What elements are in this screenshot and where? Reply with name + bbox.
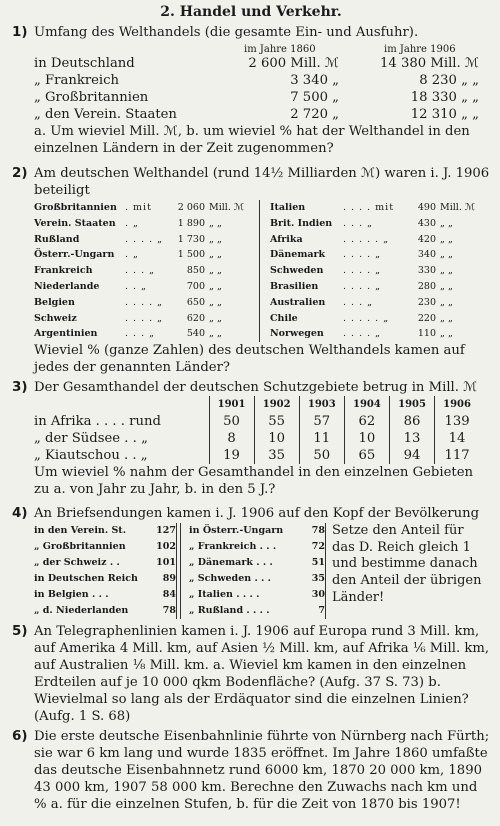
table-row bbox=[34, 311, 249, 327]
table-row bbox=[189, 539, 325, 555]
table-row bbox=[34, 200, 249, 216]
country-name: „ Dänemark . . . bbox=[189, 557, 273, 569]
letters-per-capita: 89 bbox=[162, 573, 176, 585]
country-name: „ d. Niederlanden bbox=[34, 605, 129, 617]
region-label: „ Kiautschou . . „ bbox=[34, 448, 148, 464]
table-row bbox=[189, 555, 325, 571]
trade-value: 50 bbox=[299, 447, 344, 464]
trade-value: 620 bbox=[186, 312, 205, 324]
year-header: 1904 bbox=[344, 396, 389, 413]
year-header: 1906 bbox=[435, 396, 479, 413]
trade-value: 35 bbox=[254, 447, 299, 464]
leader-dots: . . . „ bbox=[343, 296, 374, 308]
leader-dots: . . . . „ bbox=[125, 312, 164, 324]
unit: „ „ bbox=[209, 265, 222, 277]
trade-value: 2 060 bbox=[177, 202, 205, 213]
table-row bbox=[34, 232, 249, 248]
table-row bbox=[34, 447, 479, 464]
country-columns bbox=[34, 200, 490, 342]
problem-5 bbox=[12, 623, 490, 725]
unit: „ „ bbox=[209, 312, 222, 324]
value-1906: 8 230 „ „ bbox=[419, 73, 479, 88]
leader-dots: . „ bbox=[125, 249, 139, 261]
problem-question: Um wieviel % nahm der Gesamthandel in den einzelnen Gebieten zu a. von Jahr zu Jahr, b. in den 5 J.? bbox=[34, 465, 473, 498]
country-name: Norwegen bbox=[270, 328, 324, 340]
trade-value: 330 bbox=[417, 265, 436, 277]
trade-value: 220 bbox=[417, 312, 436, 324]
country-name: Verein. Staaten bbox=[34, 217, 116, 229]
letters-per-capita: 84 bbox=[162, 589, 176, 601]
leader-dots: . . . . . „ bbox=[343, 233, 390, 245]
letters-per-capita: 101 bbox=[156, 557, 176, 569]
country-name: „ den Verein. Staaten bbox=[34, 107, 177, 122]
letters-per-capita: 78 bbox=[162, 605, 176, 617]
value-1906: 14 380 Mill. ℳ bbox=[380, 56, 479, 71]
country-name: Schweden bbox=[270, 265, 324, 277]
trade-value: 1 730 bbox=[177, 233, 205, 245]
letters-per-capita: 7 bbox=[318, 605, 325, 617]
country-name: Österr.-Ungarn bbox=[34, 249, 115, 261]
trade-value: 10 bbox=[344, 430, 389, 447]
unit: „ „ bbox=[440, 233, 453, 245]
problem-title: Umfang des Welthandels (die gesamte Ein- und Ausfuhr). bbox=[34, 25, 419, 40]
table-row bbox=[34, 106, 479, 123]
problem-question: a. Um wieviel Mill. ℳ, b. um wieviel % hat der Welthandel in den einzelnen Ländern in der Zeit zugenommen? bbox=[34, 124, 470, 156]
table-row bbox=[270, 279, 480, 295]
country-name: Rußland bbox=[34, 233, 80, 245]
table-row bbox=[34, 295, 249, 311]
colonies-table bbox=[34, 396, 479, 464]
problem-question: Wieviel % (ganze Zahlen) des deutschen Welthandels kamen auf jedes der genannten Länder? bbox=[34, 343, 465, 376]
table-row bbox=[34, 216, 249, 232]
unit: „ „ bbox=[440, 296, 453, 308]
trade-value: 62 bbox=[344, 413, 389, 430]
table-row bbox=[270, 295, 480, 311]
problem-1 bbox=[12, 24, 490, 157]
leader-dots: . . . . „ bbox=[343, 265, 382, 277]
country-name: in Österr.-Ungarn bbox=[189, 525, 284, 537]
trade-value: 14 bbox=[435, 430, 479, 447]
trade-value: 420 bbox=[417, 233, 436, 245]
unit: „ „ bbox=[440, 249, 453, 261]
table-row bbox=[34, 72, 479, 89]
table-row bbox=[270, 232, 480, 248]
leader-dots: . . . . „ bbox=[125, 296, 164, 308]
table-row bbox=[270, 311, 480, 327]
right-column bbox=[260, 200, 480, 342]
leader-dots: . . . „ bbox=[125, 328, 156, 340]
country-name: Australien bbox=[270, 296, 326, 308]
leader-dots: . . . . . „ bbox=[343, 312, 390, 324]
country-name: in Deutschland bbox=[34, 56, 135, 71]
leader-dots: . „ bbox=[125, 217, 139, 229]
year-1860: im Jahre 1860 bbox=[244, 44, 316, 55]
country-name: Großbritannien bbox=[34, 202, 117, 213]
year-header: 1905 bbox=[390, 396, 435, 413]
unit: „ „ bbox=[440, 328, 453, 340]
leader-dots: . . . „ bbox=[125, 265, 156, 277]
trade-value: 10 bbox=[254, 430, 299, 447]
problem-number: 3) bbox=[12, 379, 28, 396]
country-name: „ Schweden . . . bbox=[189, 573, 271, 585]
unit: „ „ bbox=[209, 296, 222, 308]
year-1906: im Jahre 1906 bbox=[384, 44, 456, 55]
table-row bbox=[34, 279, 249, 295]
letters-per-capita: 127 bbox=[156, 525, 176, 537]
trade-value: 700 bbox=[186, 280, 205, 292]
year-header: 1903 bbox=[299, 396, 344, 413]
problem-2 bbox=[12, 165, 490, 376]
table-row bbox=[34, 263, 249, 279]
trade-value: 11 bbox=[299, 430, 344, 447]
left-column bbox=[34, 200, 259, 342]
letters-per-capita: 30 bbox=[311, 589, 325, 601]
country-name: „ Großbritannien bbox=[34, 541, 126, 553]
country-name: „ der Schweiz . . bbox=[34, 557, 120, 569]
unit: „ „ bbox=[209, 249, 222, 261]
unit: Mill. ℳ bbox=[209, 202, 245, 213]
unit: Mill. ℳ bbox=[440, 202, 476, 213]
country-name: in den Verein. St. bbox=[34, 525, 127, 537]
year-header: 1902 bbox=[254, 396, 299, 413]
country-name: „ Frankreich bbox=[34, 73, 120, 88]
table-row bbox=[34, 89, 479, 106]
problem-intro: An Briefsendungen kamen i. J. 1906 auf den Kopf der Bevölkerung bbox=[34, 506, 480, 522]
value-1860: 3 340 „ bbox=[290, 73, 339, 88]
table-row bbox=[34, 539, 176, 555]
region-label: „ der Südsee . . „ bbox=[34, 431, 148, 447]
country-name: „ Frankreich . . . bbox=[189, 541, 277, 553]
trade-value: 65 bbox=[344, 447, 389, 464]
value-1860: 7 500 „ bbox=[290, 90, 339, 105]
trade-value: 57 bbox=[299, 413, 344, 430]
year-header bbox=[34, 41, 490, 55]
trade-value: 94 bbox=[390, 447, 435, 464]
table-row bbox=[34, 430, 479, 447]
country-name: „ Rußland . . . . bbox=[189, 605, 270, 617]
trade-value: 19 bbox=[209, 447, 254, 464]
table-row bbox=[34, 603, 176, 619]
unit: „ „ bbox=[440, 265, 453, 277]
unit: „ „ bbox=[209, 328, 222, 340]
letters-column-2 bbox=[181, 523, 325, 619]
table-row bbox=[189, 523, 325, 539]
unit: „ „ bbox=[440, 280, 453, 292]
table-row bbox=[270, 326, 480, 342]
country-name: Schweiz bbox=[34, 312, 77, 324]
value-1860: 2 720 „ bbox=[290, 107, 339, 122]
value-1906: 18 330 „ „ bbox=[410, 90, 479, 105]
country-name: Dänemark bbox=[270, 249, 326, 261]
table-row bbox=[34, 247, 249, 263]
country-name: Afrika bbox=[270, 233, 303, 245]
letters-column-1 bbox=[34, 523, 176, 619]
unit: „ „ bbox=[440, 217, 453, 229]
leader-dots: . . . . „ bbox=[343, 280, 382, 292]
value-1860: 2 600 Mill. ℳ bbox=[248, 56, 339, 71]
unit: „ „ bbox=[209, 217, 222, 229]
table-row bbox=[270, 216, 480, 232]
trade-value: 850 bbox=[186, 265, 205, 277]
table-row bbox=[189, 587, 325, 603]
country-name: Niederlande bbox=[34, 280, 100, 292]
year-header: 1901 bbox=[209, 396, 254, 413]
country-name: Argentinien bbox=[34, 328, 98, 340]
trade-value: 13 bbox=[390, 430, 435, 447]
region-label: in Afrika . . . . rund bbox=[34, 414, 161, 430]
trade-value: 50 bbox=[209, 413, 254, 430]
leader-dots: . . . . „ bbox=[343, 249, 382, 261]
table-row bbox=[34, 587, 176, 603]
trade-value: 1 890 bbox=[177, 217, 205, 229]
problem-number: 4) bbox=[12, 505, 28, 522]
trade-value: 86 bbox=[390, 413, 435, 430]
trade-value: 650 bbox=[186, 296, 205, 308]
country-name: „ Italien . . . . bbox=[189, 589, 260, 601]
leader-dots: . . „ bbox=[125, 280, 148, 292]
trade-value: 1 500 bbox=[177, 249, 205, 261]
unit: „ „ bbox=[209, 280, 222, 292]
leader-dots: . . . . mit bbox=[343, 202, 395, 213]
year-row bbox=[34, 396, 479, 413]
problem-intro: Am deutschen Welthandel (rund 14½ Milliarden ℳ) waren i. J. 1906 beteiligt bbox=[34, 166, 490, 198]
trade-value: 540 bbox=[186, 328, 205, 340]
table-row bbox=[189, 571, 325, 587]
letters-per-capita: 72 bbox=[311, 541, 325, 553]
country-name: Brit. Indien bbox=[270, 217, 333, 229]
trade-value: 8 bbox=[209, 430, 254, 447]
problem-intro: Der Gesamthandel der deutschen Schutzgebiete betrug in Mill. ℳ bbox=[34, 380, 478, 396]
letters-per-capita: 102 bbox=[156, 541, 176, 553]
leader-dots: . . . . „ bbox=[125, 233, 164, 245]
trade-value: 430 bbox=[417, 217, 436, 229]
trade-table bbox=[34, 55, 479, 123]
empty-cell bbox=[34, 396, 209, 413]
letters-per-capita: 51 bbox=[311, 557, 325, 569]
table-row bbox=[189, 603, 325, 619]
leader-dots: . . . . „ bbox=[343, 328, 382, 340]
country-name: „ Großbritannien bbox=[34, 90, 149, 105]
section-heading: 2. Handel und Verkehr. bbox=[160, 4, 342, 20]
table-row bbox=[34, 413, 479, 430]
unit: „ „ bbox=[209, 233, 222, 245]
problem-number: 2) bbox=[12, 165, 28, 181]
letters-per-capita: 78 bbox=[311, 525, 325, 537]
country-name: in Deutschen Reich bbox=[34, 573, 138, 585]
country-name: Brasilien bbox=[270, 280, 319, 292]
country-name: Italien bbox=[270, 202, 306, 213]
leader-dots: . mit bbox=[125, 202, 152, 213]
trade-value: 230 bbox=[417, 296, 436, 308]
problem-number: 6) bbox=[12, 728, 28, 745]
table-row bbox=[34, 523, 176, 539]
problem-number: 5) bbox=[12, 623, 28, 640]
country-name: Belgien bbox=[34, 296, 75, 308]
problem-4 bbox=[12, 505, 490, 619]
letters-per-capita: 35 bbox=[311, 573, 325, 585]
problem-3 bbox=[12, 379, 490, 498]
trade-value: 280 bbox=[417, 280, 436, 292]
trade-value: 110 bbox=[417, 328, 436, 340]
table-row bbox=[34, 326, 249, 342]
table-row bbox=[270, 200, 480, 216]
trade-value: 340 bbox=[417, 249, 436, 261]
country-name: Frankreich bbox=[34, 265, 93, 277]
table-row bbox=[270, 263, 480, 279]
table-row bbox=[270, 247, 480, 263]
problem-text: An Telegraphenlinien kamen i. J. 1906 auf Europa rund 3 Mill. km, auf Amerika 4 Mill. km, auf Asien ½ Mill. km, auf Afrika ⅙ Mill. km, auf Australien ⅛ Mill. km. a. Wieviel km kamen in den einzelnen Erdteilen auf je 10 000 qkm Bodenfläche? (Aufg. 37 S. 73) b. Wievielmal so lang als der Erdäquator sind die einzelnen Linien? (Aufg. 1 S. 68) bbox=[34, 624, 490, 725]
letters-grid bbox=[34, 523, 490, 619]
letters-task: Setze den Anteil für das D. Reich gleich 1 und bestimme danach den Anteil der übrigen Länder! bbox=[332, 523, 482, 605]
country-name: in Belgien . . . bbox=[34, 589, 109, 601]
problem-6 bbox=[12, 728, 490, 813]
problem-number: 1) bbox=[12, 24, 28, 40]
trade-value: 55 bbox=[254, 413, 299, 430]
unit: „ „ bbox=[440, 312, 453, 324]
table-row bbox=[34, 571, 176, 587]
value-1906: 12 310 „ „ bbox=[410, 107, 479, 122]
trade-value: 117 bbox=[435, 447, 479, 464]
country-name: Chile bbox=[270, 312, 298, 324]
leader-dots: . . . „ bbox=[343, 217, 374, 229]
trade-value: 139 bbox=[435, 413, 479, 430]
trade-value: 490 bbox=[417, 202, 436, 213]
problem-text: Die erste deutsche Eisenbahnlinie führte von Nürnberg nach Fürth; sie war 6 km lang und wurde 1835 eröffnet. Im Jahre 1860 umfaßte das deutsche Eisenbahnnetz rund 6000 km, 1870 20 000 km, 1890 43 000 km, 1907 58 000 km. Berechne den Zuwachs nach km und % a. für die einzelnen Stufen, b. für die Zeit von 1870 bis 1907! bbox=[34, 729, 490, 813]
table-row bbox=[34, 555, 176, 571]
